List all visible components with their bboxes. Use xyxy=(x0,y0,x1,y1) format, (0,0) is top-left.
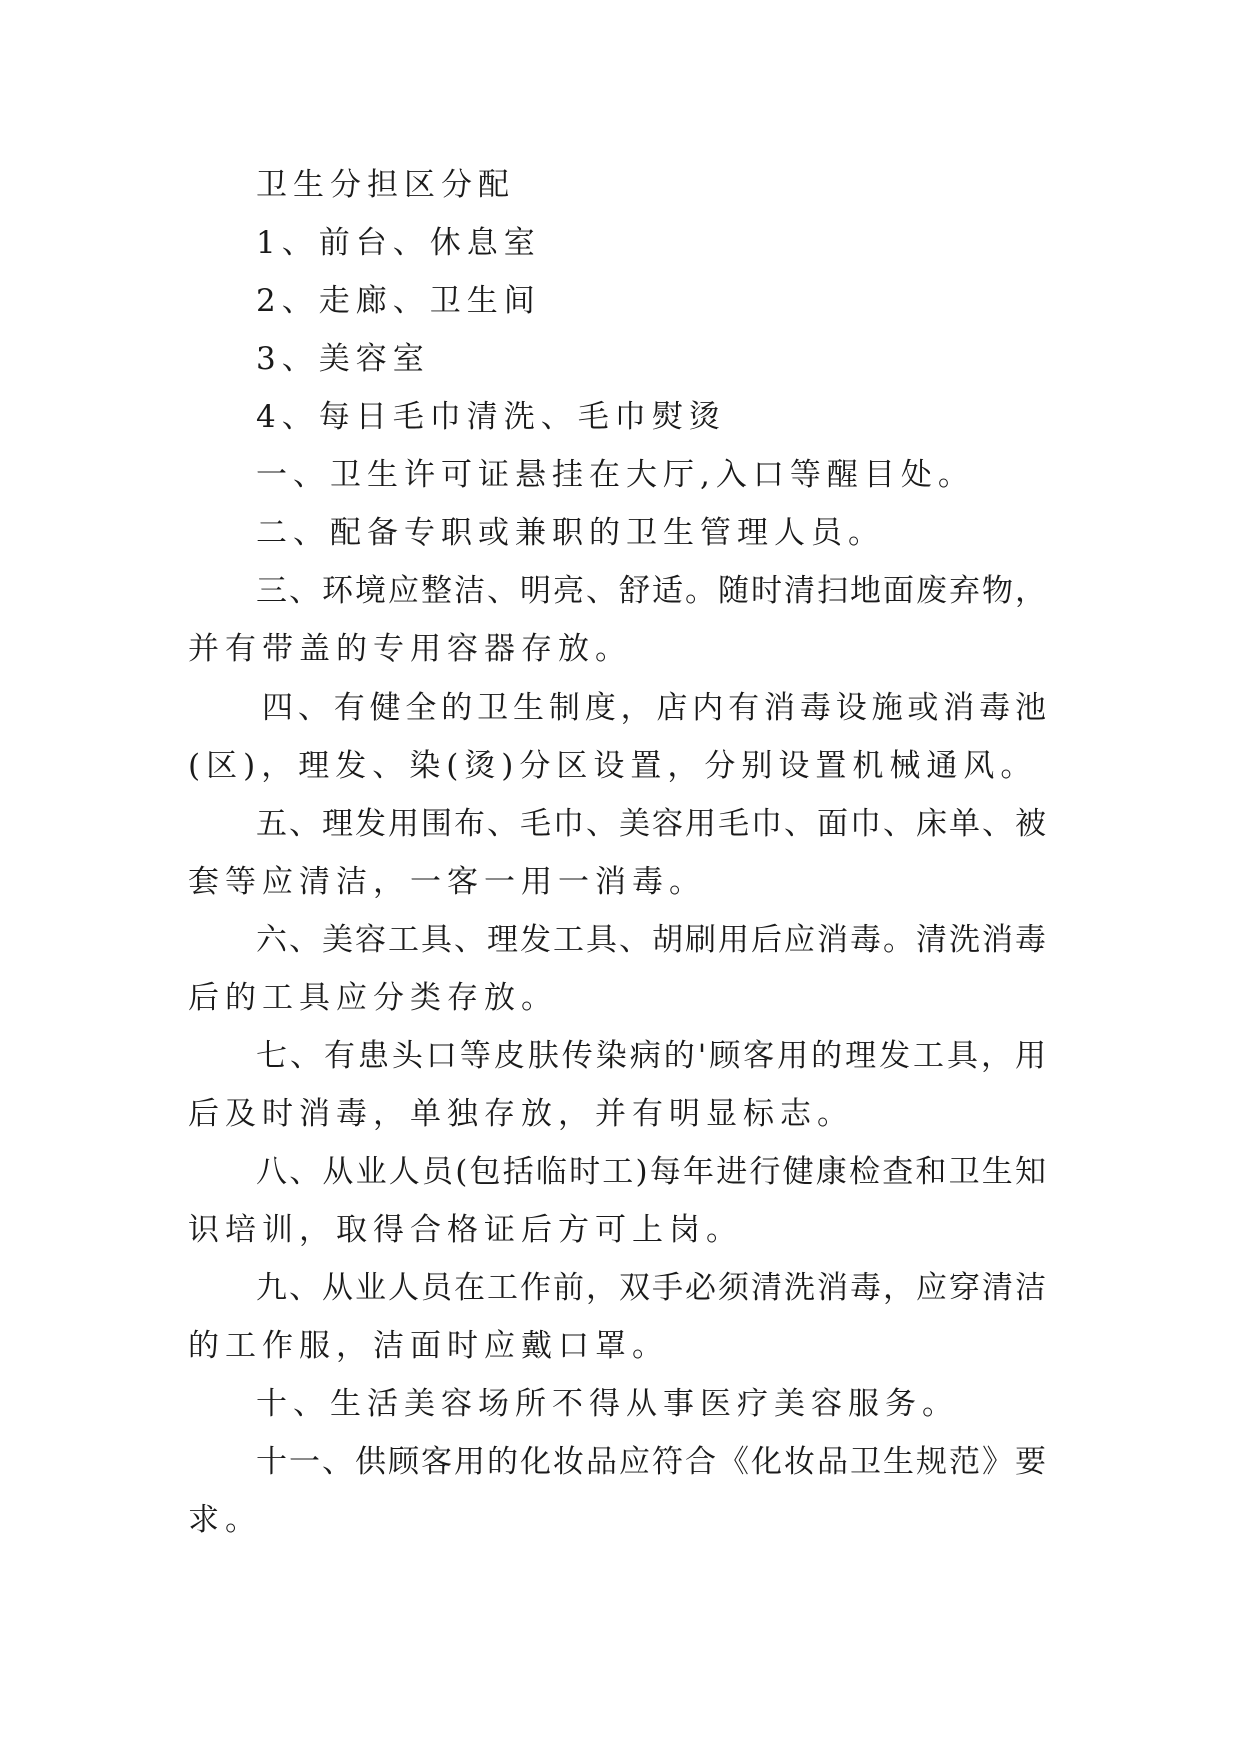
paragraph-line: 并有带盖的专用容器存放。 xyxy=(188,631,632,667)
paragraph-line: 五、理发用围布、毛巾、美容用毛巾、面巾、床单、被 xyxy=(256,806,1046,842)
paragraph-line: 识培训，取得合格证后方可上岗。 xyxy=(188,1212,743,1248)
list-item: 4、每日毛巾清洗、毛巾熨烫 xyxy=(256,399,726,435)
paragraph-line: 六、美容工具、理发工具、胡刷用后应消毒。清洗消毒 xyxy=(256,922,1046,958)
list-item: 1、前台、休息室 xyxy=(256,225,541,261)
list-item: 3、美容室 xyxy=(256,341,430,377)
paragraph-line: 三、环境应整洁、明亮、舒适。随时清扫地面废弃物， xyxy=(256,573,1046,609)
paragraph-line: 四、有健全的卫生制度，店内有消毒设施或消毒池 xyxy=(262,690,1046,726)
paragraph-line: 十一、供顾客用的化妆品应符合《化妆品卫生规范》要 xyxy=(256,1444,1046,1480)
list-item: 2、走廊、卫生间 xyxy=(256,283,541,319)
paragraph-line: (区)，理发、染(烫)分区设置，分别设置机械通风。 xyxy=(188,748,1038,784)
paragraph-line: 九、从业人员在工作前，双手必须清洗消毒，应穿清洁 xyxy=(256,1270,1046,1306)
paragraph-line: 一、卫生许可证悬挂在大厅,入口等醒目处。 xyxy=(256,457,975,493)
paragraph-line: 后及时消毒，单独存放，并有明显标志。 xyxy=(188,1096,854,1132)
paragraph-line: 的工作服，洁面时应戴口罩。 xyxy=(188,1328,669,1364)
paragraph-line: 十、生活美容场所不得从事医疗美容服务。 xyxy=(256,1386,959,1422)
paragraph-line: 套等应清洁，一客一用一消毒。 xyxy=(188,864,706,900)
paragraph-line: 二、配备专职或兼职的卫生管理人员。 xyxy=(256,515,885,551)
paragraph-line: 求。 xyxy=(188,1502,262,1538)
section-title: 卫生分担区分配 xyxy=(256,167,515,203)
paragraph-line: 八、从业人员(包括临时工)每年进行健康检查和卫生知 xyxy=(256,1154,1046,1190)
paragraph-line: 七、有患头口等皮肤传染病的'顾客用的理发工具，用 xyxy=(256,1038,1046,1074)
paragraph-line: 后的工具应分类存放。 xyxy=(188,980,558,1016)
